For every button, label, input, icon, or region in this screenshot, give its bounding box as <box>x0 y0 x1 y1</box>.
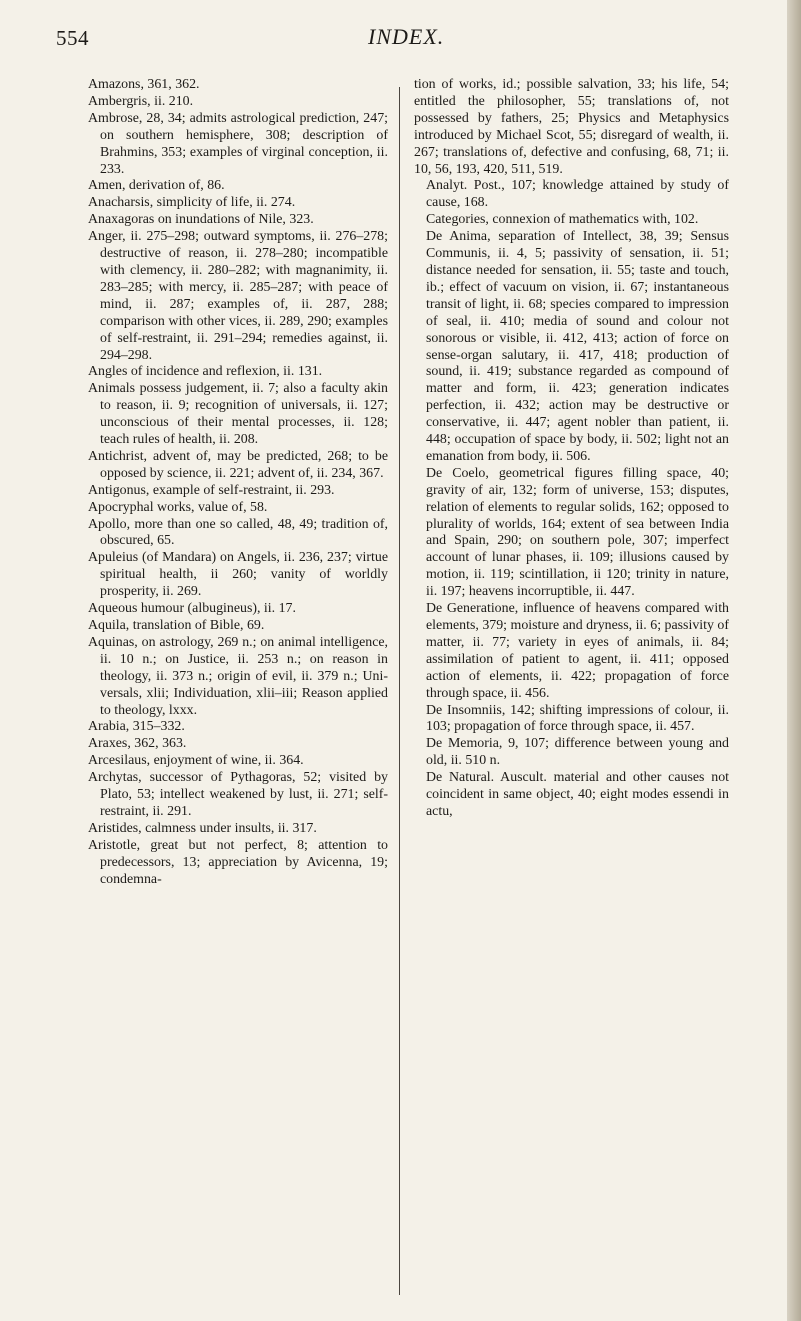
index-subentry: De Anima, separation of Intellect, 38, 39; Sensus Communis, ii. 4, 5; passivity of sensation, ii. 51; distance needed for sensation, ii. 55; taste and touch, ib.; effect of vacuum on vision, ii. 67; instantaneous transit of light, ii. 68; species compared to impression of seal, ii. 410; media of sound and colour not sonorous or visible, ii. 412, 413; action of force on sense-organ salutary, ii. 417, 418; production of sound, ii. 419; substance regarded as compound of matter and form, ii. 423; generation indicates perfection, ii. 432; action may be destructive or conservative, ii. 447; agent nobler than patient, ii. 448; occupation of space by body, ii. 502; light not an emanation from body, ii. 506. <box>426 229 729 464</box>
index-entry: Amazons, 361, 362. <box>88 77 200 92</box>
index-entry: Aquila, translation of Bible, 69. <box>88 618 265 633</box>
index-entry: Antigonus, example of self-restraint, ii. 293. <box>88 482 335 498</box>
index-subentry: De Natural. Auscult. material and other causes not coincident in same object, 40; eight modes essendi in actu, <box>426 770 729 819</box>
index-entry: Aquinas, on astrology, 269 n.; on animal intelligence, ii. 10 n.; on Justice, ii. 253 n.; on reason in theology, ii. 373 n.; origin of evil, ii. 379 n.; Universals, xlii; Individuation, xlii–iii; Reason applied to theology, lxxx. <box>88 634 388 718</box>
index-entry: Aristotle, great but not perfect, 8; attention to predecessors, 13; appreciation by Avicenna, 19; condemna- <box>88 837 388 887</box>
index-entry-continuation: tion of works, id.; possible salvation, 33; his life, 54; entitled the philosopher, 55; translations of, not possessed by fathers, 25; Physics and Metaphysics introduced by Michael Scot, 55; disregard of wealth, ii. 267; translations of, defective and confusing, 68, 71; ii. 10, 56, 193, 420, 511, 519. <box>414 77 729 177</box>
index-entry: Angles of incidence and reflexion, ii. 131. <box>88 364 323 380</box>
index-entry: Anacharsis, simplicity of life, ii. 274. <box>88 195 296 211</box>
index-subentry: Analyt. Post., 107; knowledge attained by study of cause, 168. <box>426 178 729 211</box>
column-divider <box>399 87 400 1295</box>
index-entry: Animals possess judgement, ii. 7; also a faculty akin to reason, ii. 9; recognition of universals, ii. 127; unconscious of their mental processes, ii. 128; teach rules of health, ii. 208. <box>88 381 388 448</box>
left-column <box>88 77 388 889</box>
index-entry: Apuleius (of Mandara) on Angels, ii. 236, 237; virtue spiritual health, ii 260; vanity of worldly prosperity, ii. 269. <box>88 550 388 600</box>
index-entry: Apocryphal works, value of, 58. <box>88 499 268 515</box>
index-subentry: De Memoria, 9, 107; difference between young and old, ii. 510 n. <box>426 736 729 769</box>
index-subentry: Categories, connexion of mathematics with, 102. <box>426 212 699 228</box>
index-entry: Amen, derivation of, 86. <box>88 178 225 194</box>
page-edge-shadow <box>787 0 801 1321</box>
right-column <box>414 77 729 821</box>
index-subentry: De Coelo, geometrical figures filling space, 40; gravity of air, 132; form of universe, 153; disputes, relation of elements to regular solids, 162; opposed to plurality of worlds, 164; extent of sea between India and Spain, 290; on southern pole, 307; imperfect account of lunar phases, ii. 109; illusions caused by motion, ii. 119; scintillation, ii 120; trinity in nature, ii. 197; heavens incorruptible, ii. 447. <box>426 465 729 600</box>
index-entry: Arcesilaus, enjoyment of wine, ii. 364. <box>88 753 304 769</box>
index-entry: Anaxagoras on inundations of Nile, 323. <box>88 212 314 228</box>
index-entry: Apollo, more than one so called, 48, 49; tradition of, obscured, 65. <box>88 516 388 549</box>
index-entry: Archytas, successor of Pythagoras, 52; visited by Plato, 53; intellect weakened by lust, ii. 271; self-restraint, ii. 291. <box>88 770 388 819</box>
index-entry: Anger, ii. 275–298; outward symptoms, ii. 276–278; destructive of reason, ii. 278–280; incompatible with clemency, ii. 280–282; with magnanimity, ii. 283–285; with mercy, ii. 285–287; with peace of mind, ii. 287; examples of, ii. 287, 288; comparison with other vices, ii. 289, 290; examples of self-restraint, ii. 291–294; remedies against, ii. 294–298. <box>88 229 388 363</box>
running-head: INDEX. <box>368 24 445 49</box>
index-entry: Arabia, 315–332. <box>88 719 185 735</box>
page-number: 554 <box>56 26 89 50</box>
index-subentry: De Insomniis, 142; shifting impressions of colour, ii. 103; propagation of force through space, ii. 457. <box>426 702 729 735</box>
index-entry: Aristides, calmness under insults, ii. 317. <box>88 820 317 836</box>
index-subentry: De Generatione, influence of heavens compared with elements, 379; moisture and dryness, ii. 6; passivity of matter, ii. 77; variety in eyes of animals, ii. 84; assimilation of patient to agent, ii. 411; opposed action of elements, ii. 422; propagation of force through space, ii. 456. <box>426 601 729 701</box>
index-entry: Araxes, 362, 363. <box>88 736 187 752</box>
index-entry: Antichrist, advent of, may be predicted, 268; to be opposed by science, ii. 221; advent of, ii. 234, 367. <box>88 448 388 481</box>
index-entry: Ambergris, ii. 210. <box>88 93 194 109</box>
index-entry: Ambrose, 28, 34; admits astrological prediction, 247; on southern hemisphere, 308; description of Brahmins, 353; examples of virginal conception, ii. 233. <box>88 110 388 177</box>
index-entry: Aqueous humour (albugineus), ii. 17. <box>88 601 296 617</box>
